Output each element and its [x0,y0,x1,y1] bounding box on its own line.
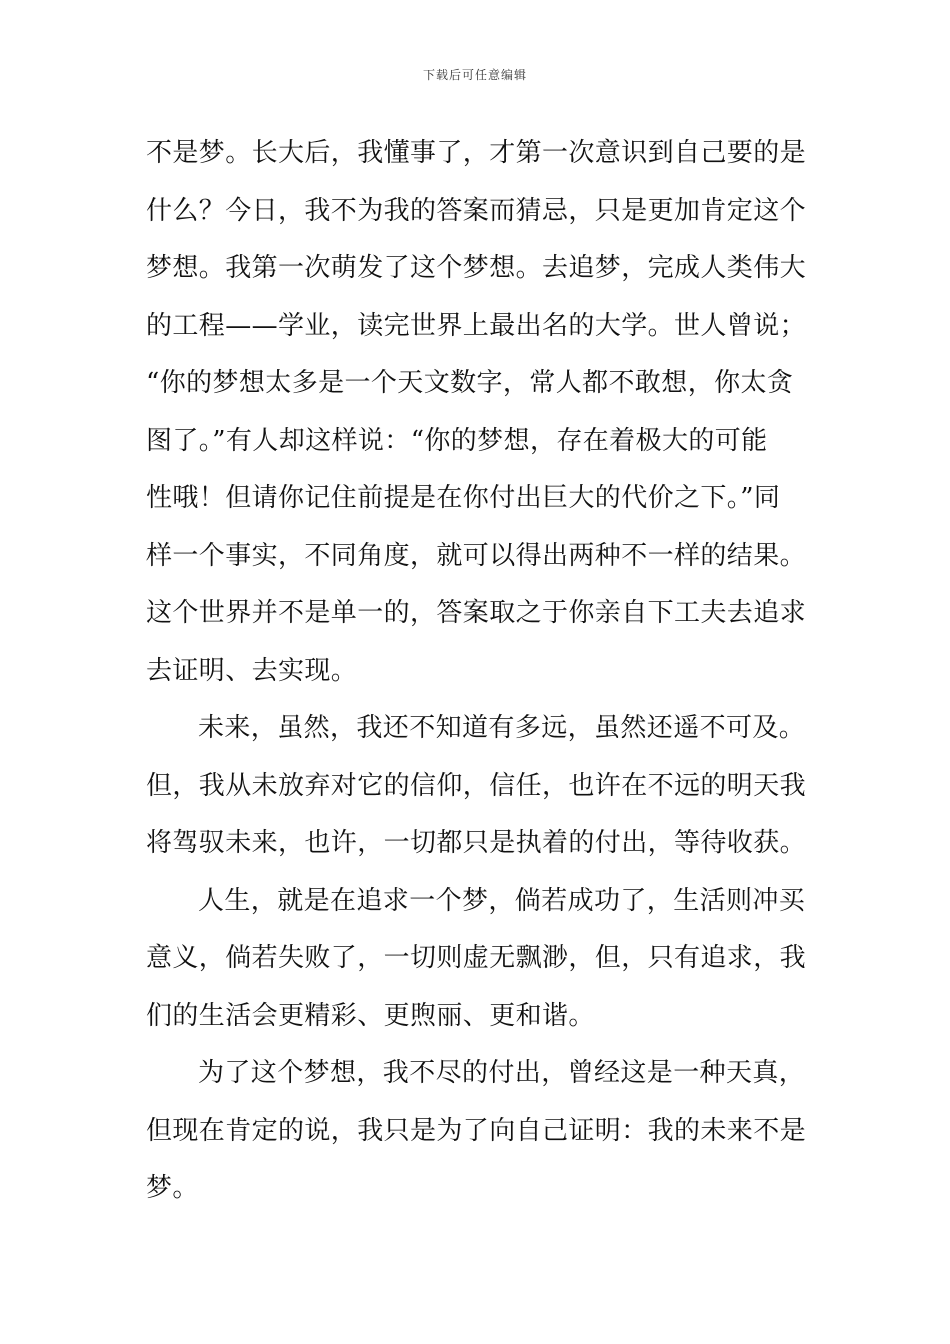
paragraph-line: 但，我从未放弃对它的信仰，信任，也许在不远的明天我 [146,770,806,801]
paragraph-line: 为了这个梦想，我不尽的付出，曾经这是一种天真， [198,1058,806,1088]
paragraph-line: 人生，就是在追求一个梦，倘若成功了，生活则冲买 [198,885,806,916]
paragraph-line: 这个世界并不是单一的，答案取之于你亲自下工夫去追求 [146,598,806,628]
paragraph-line: “你的梦想太多是一个天文数字，常人都不敢想，你太贪 [146,368,794,398]
paragraph-line: 性哦！但请你记住前提是在你付出巨大的代价之下。”同 [146,483,781,513]
paragraph-line: 梦。 [146,1173,199,1203]
paragraph-line: 的工程——学业，读完世界上最出名的大学。世人曾说； [146,310,806,341]
page-header: 下载后可任意编辑 [422,68,527,82]
paragraph-line: 们的生活会更精彩、更煦丽、更和谐。 [146,1000,595,1031]
document-body [146,130,806,1223]
paragraph-line: 将驾驭未来，也许，一切都只是执着的付出，等待收获。 [146,828,806,858]
paragraph-line: 未来，虽然，我还不知道有多远，虽然还遥不可及。 [198,713,806,743]
paragraph-1 [146,130,806,705]
paragraph-line: 但现在肯定的说，我只是为了向自己证明：我的未来不是 [146,1115,806,1146]
paragraph-line: 样一个事实，不同角度，就可以得出两种不一样的结果。 [146,540,806,571]
paragraph-line: 意义，倘若失败了，一切则虚无飘渺，但，只有追求，我 [146,943,806,973]
paragraph-line: 梦想。我第一次萌发了这个梦想。去追梦，完成人类伟大 [146,253,806,283]
paragraph-line: 去证明、去实现。 [146,655,358,686]
paragraph-3 [146,878,806,1051]
paragraph-line: 什么？今日，我不为我的答案而猜忌，只是更加肯定这个 [146,195,806,226]
paragraph-2 [146,705,806,878]
paragraph-4 [146,1050,806,1223]
paragraph-line: 不是梦。长大后，我懂事了，才第一次意识到自己要的是 [146,138,806,168]
paragraph-line: 图了。”有人却这样说：“你的梦想，存在着极大的可能 [146,425,768,456]
